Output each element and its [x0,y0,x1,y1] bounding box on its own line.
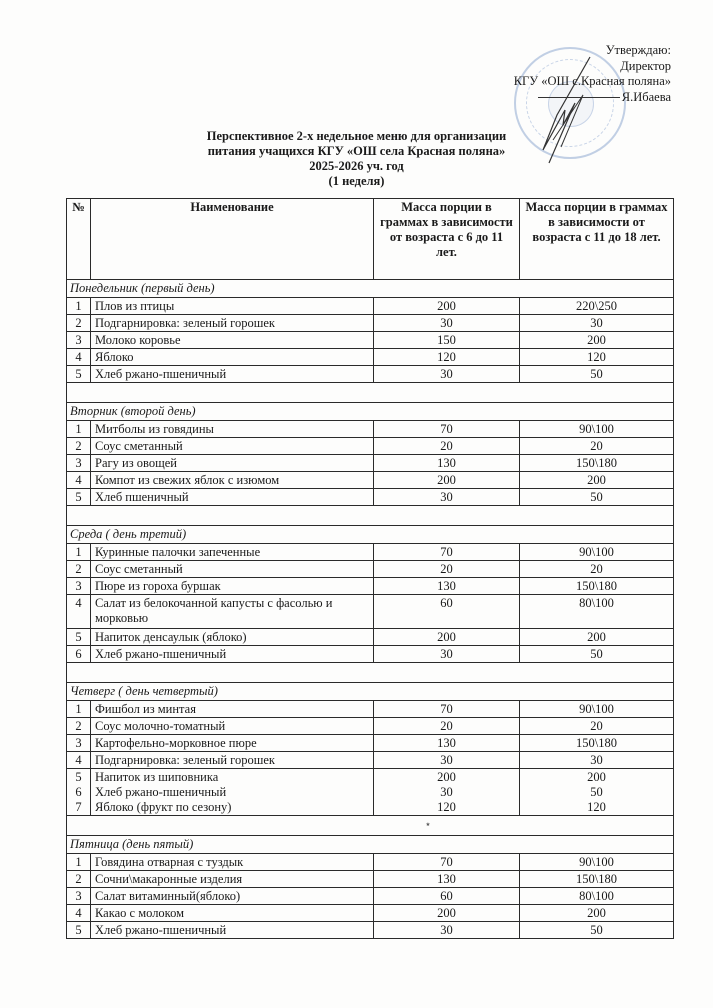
table-row: 5 Хлеб ржано-пшеничный 30 50 [67,366,674,383]
table-row: 2 Сочни\макаронные изделия 130 150\180 [67,871,674,888]
table-row: 3 Молоко коровье 150 200 [67,332,674,349]
table-row-merged [67,769,674,816]
spacer-row [67,663,674,683]
day-header-wednesday: Среда ( день третий) [67,526,674,544]
approval-line-signatory [514,90,671,106]
table-row: 4 Подгарнировка: зеленый горошек 30 30 [67,752,674,769]
table-row: 4 Компот из свежих яблок с изюмом 200 200 [67,472,674,489]
table-row: 3 Салат витаминный(яблоко) 60 80\100 [67,888,674,905]
title-line-4: (1 неделя) [328,174,385,188]
spacer-row [67,383,674,403]
day-header-thursday: Четверг ( день четвертый) [67,683,674,701]
table-header-row [67,199,674,280]
header-name: Наименование [91,199,374,280]
title-line-1: Перспективное 2-х недельное меню для организации [206,129,507,143]
table-row: 1 Куринные палочки запеченные 70 90\100 [67,544,674,561]
item-number: 7 [75,800,82,814]
table-row: 1 Плов из птицы 200 220\250 [67,298,674,315]
header-number: № [67,199,91,280]
table-row: 2 Соус сметанный 20 20 [67,438,674,455]
item-portion-6-11: 30 [440,785,453,799]
approval-line-position: Директор [620,58,671,73]
item-portion-11-18: 200 [587,770,606,784]
table-row: 2 Соус сметанный 20 20 [67,561,674,578]
table-row: 2 Подгарнировка: зеленый горошек 30 30 [67,315,674,332]
signature-line [538,97,620,98]
table-row: 5 Хлеб пшеничный 30 50 [67,489,674,506]
item-portion-6-11: 200 [437,770,456,784]
title-line-2: питания учащихся КГУ «ОШ села Красная поляна» [207,144,506,158]
item-name: Хлеб ржано-пшеничный [95,785,227,799]
stray-mark: ٭ [425,819,431,829]
table-row: 5 Хлеб ржано-пшеничный 30 50 [67,922,674,939]
header-portion-6-11: Масса порции в граммах в зависимости от возраста с 6 до 11 лет. [374,199,520,280]
item-portion-11-18: 50 [590,785,603,799]
title-line-3: 2025-2026 уч. год [309,159,404,173]
table-row: 1 Митболы из говядины 70 90\100 [67,421,674,438]
day-header-monday: Понедельник (первый день) [67,280,674,298]
approval-block [514,43,671,105]
item-number: 5 [75,770,82,784]
item-name: Напиток из шиповника [95,770,219,784]
day-header-tuesday: Вторник (второй день) [67,403,674,421]
signatory-name: Я.Ибаева [621,89,671,104]
document-title [0,129,713,189]
table-row: 4 Какао с молоком 200 200 [67,905,674,922]
table-row: 1 Говядина отварная с туздык 70 90\100 [67,854,674,871]
table-row: 4 Салат из белокочанной капусты с фасолью и морковью 60 80\100 [67,595,674,629]
item-number: 6 [75,785,82,799]
spacer-row [67,816,674,836]
table-row: 3 Пюре из гороха буршак 130 150\180 [67,578,674,595]
table-row: 4 Яблоко 120 120 [67,349,674,366]
spacer-row [67,506,674,526]
table-row: 3 Картофельно-морковное пюре 130 150\180 [67,735,674,752]
approval-line-organization: КГУ «ОШ с.Красная поляна» [513,74,671,88]
table-row: 3 Рагу из овощей 130 150\180 [67,455,674,472]
approval-line-approve: Утверждаю: [605,43,671,57]
table-row: 5 Напиток денсаулык (яблоко) 200 200 [67,629,674,646]
item-name: Яблоко (фрукт по сезону) [95,800,232,814]
item-portion-11-18: 120 [587,800,606,814]
table-row: 2 Соус молочно-томатный 20 20 [67,718,674,735]
day-header-friday: Пятница (день пятый) [67,836,674,854]
table-row: 6 Хлеб ржано-пшеничный 30 50 [67,646,674,663]
menu-table [66,198,674,939]
item-portion-6-11: 120 [437,800,456,814]
table-row: 1 Фишбол из минтая 70 90\100 [67,701,674,718]
header-portion-11-18: Масса порции в граммах в зависимости от возраста с 11 до 18 лет. [520,199,674,280]
